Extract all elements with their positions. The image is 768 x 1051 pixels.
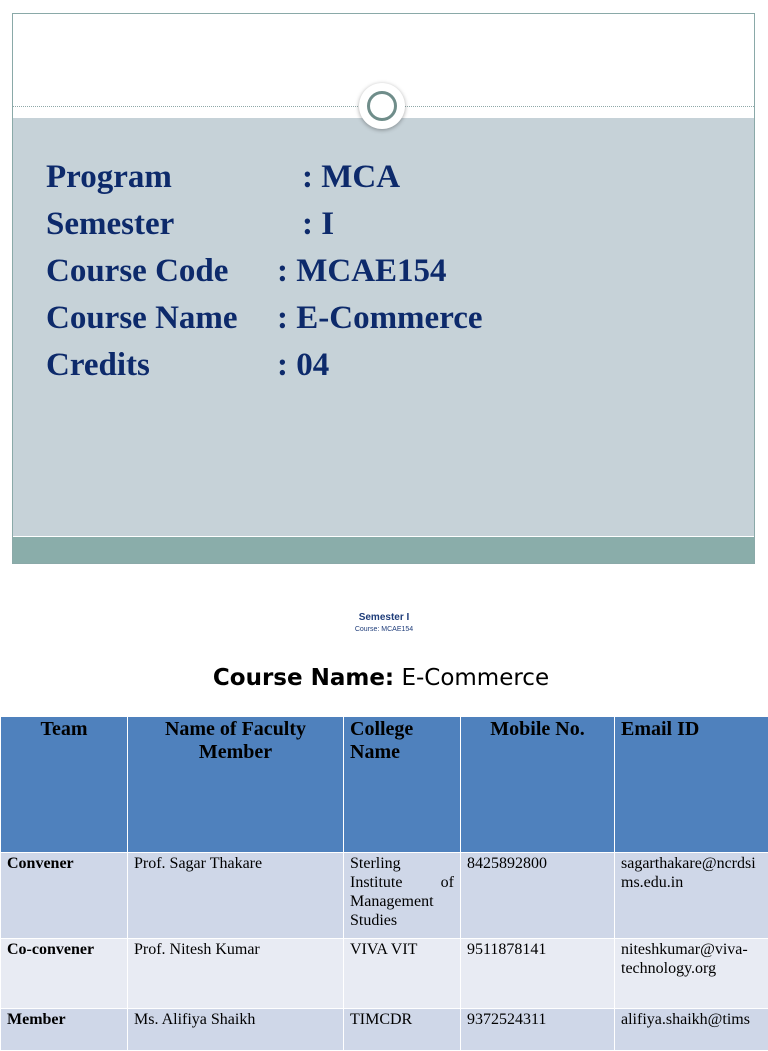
- course-name-label: Course Name: [46, 300, 238, 336]
- college-cell: VIVA VIT: [344, 939, 461, 1009]
- course-name-heading: [0, 665, 762, 691]
- column-header-faculty-name: Name of Faculty Member: [128, 717, 344, 853]
- slide-body: [13, 118, 754, 536]
- mobile-cell: 9372524311: [461, 1009, 615, 1051]
- column-header-mobile: Mobile No.: [461, 717, 615, 853]
- college-cell: TIMCDR: [344, 1009, 461, 1051]
- course-code-value: : MCAE154: [277, 249, 447, 293]
- team-cell: Convener: [1, 853, 128, 939]
- course-code-subheading: Course: MCAE154: [0, 626, 768, 633]
- email-cell: sagarthakare@ncrdsims.edu.in: [615, 853, 768, 939]
- program-label: Program: [46, 159, 172, 195]
- team-cell: Co-convener: [1, 939, 128, 1009]
- table-row: [1, 853, 768, 939]
- email-cell: alifiya.shaikh@tims: [615, 1009, 768, 1051]
- credits-value: : 04: [277, 343, 329, 387]
- team-cell: Member: [1, 1009, 128, 1051]
- faculty-table: [0, 716, 768, 1051]
- course-code-line: [46, 249, 228, 293]
- table-header-row: [1, 717, 768, 853]
- semester-value: : I: [302, 202, 334, 246]
- mobile-cell: 9511878141: [461, 939, 615, 1009]
- semester-label: Semester: [46, 206, 174, 242]
- semester-line: [46, 202, 174, 246]
- faculty-name-cell: Ms. Alifiya Shaikh: [128, 1009, 344, 1051]
- program-value: : MCA: [302, 155, 400, 199]
- credits-label: Credits: [46, 347, 150, 383]
- email-cell: niteshkumar@viva-technology.org: [615, 939, 768, 1009]
- slide-footer-band: [13, 537, 754, 563]
- column-header-email: Email ID: [615, 717, 768, 853]
- ring-ornament-icon: [359, 83, 405, 129]
- credits-line: [46, 343, 150, 387]
- semester-heading: Semester I: [0, 612, 768, 623]
- column-header-college: College Name: [344, 717, 461, 853]
- program-line: [46, 155, 172, 199]
- course-name-heading-label: Course Name:: [213, 665, 394, 691]
- course-name-line: [46, 296, 238, 340]
- course-code-label: Course Code: [46, 253, 228, 289]
- title-slide: [12, 13, 755, 564]
- ring-inner: [367, 91, 397, 121]
- faculty-name-cell: Prof. Sagar Thakare: [128, 853, 344, 939]
- faculty-name-cell: Prof. Nitesh Kumar: [128, 939, 344, 1009]
- course-name-heading-value: E-Commerce: [401, 665, 549, 691]
- table-row: [1, 1009, 768, 1051]
- course-name-value: : E-Commerce: [277, 296, 483, 340]
- college-cell: Sterling Institute of Management Studies: [344, 853, 461, 939]
- column-header-team: Team: [1, 717, 128, 853]
- table-row: [1, 939, 768, 1009]
- mobile-cell: 8425892800: [461, 853, 615, 939]
